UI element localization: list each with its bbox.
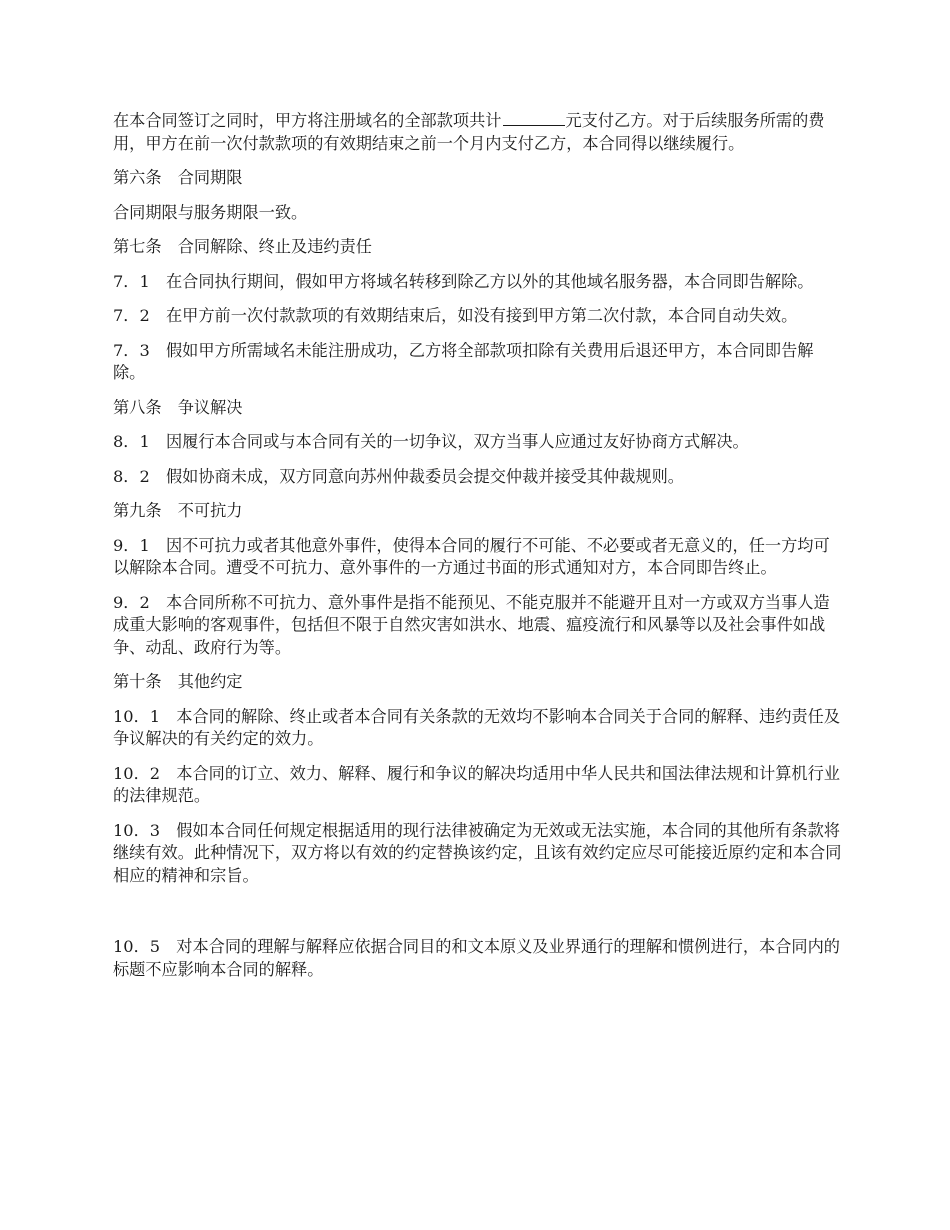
article-7-heading: 第七条 合同解除、终止及违约责任 [113,237,372,256]
blank-gap [113,899,845,936]
payment-clause-text-before: 在本合同签订之同时，甲方将注册域名的全部款项共计 [113,111,502,130]
article-6-text: 合同期限与服务期限一致。 [113,202,308,222]
clause-9-2: 9．2 本合同所称不可抗力、意外事件是指不能预见、不能克服并不能避开且对一方或双方当事人造成重大影响的客观事件，包括但不限于自然灾害如洪水、地震、瘟疫流行和风暴等以及社会事件如战争、动乱、政府行为等。 [113,592,830,657]
clause-8-1: 8．1 因履行本合同或与本合同有关的一切争议，双方当事人应通过友好协商方式解决。 [113,432,749,451]
payment-clause-text-after: 元支付乙方。对于后续服务所需的费用，甲方在前一次付款款项的有效期结束之前一个月内支付乙方，本合同得以继续履行。 [113,111,825,153]
clause-10-3: 10．3 假如本合同任何规定根据适用的现行法律被确定为无效或无法实施，本合同的其他所有条款将继续有效。此种情况下，双方将以有效的约定替换该约定，且该有效约定应尽可能接近原约定和本合同相应的精神和宗旨。 [113,820,842,885]
clause-7-2: 7．2 在甲方前一次付款款项的有效期结束后，如没有接到甲方第二次付款，本合同自动失效。 [113,306,798,325]
clause-7-1: 7．1 在合同执行期间，假如甲方将域名转移到除乙方以外的其他域名服务器，本合同即告解除。 [113,271,814,291]
payment-clause-paragraph [113,110,845,155]
amount-blank-line [503,110,565,126]
clause-10-2: 10．2 本合同的订立、效力、解释、履行和争议的解决均适用中华人民共和国法律法规和计算机行业的法律规范。 [113,763,840,805]
article-6-heading: 第六条 合同期限 [113,168,243,187]
clause-10-1: 10．1 本合同的解除、终止或者本合同有关条款的无效均不影响本合同关于合同的解释、违约责任及争议解决的有关约定的效力。 [113,706,840,748]
article-9-heading: 第九条 不可抗力 [113,501,243,520]
article-10-heading: 第十条 其他约定 [113,672,243,691]
clause-9-1: 9．1 因不可抗力或者其他意外事件，使得本合同的履行不可能、不必要或者无意义的，任一方均可以解除本合同。遭受不可抗力、意外事件的一方通过书面的形式通知对方，本合同即告终止。 [113,535,830,577]
clause-10-5: 10．5 对本合同的理解与解释应依据合同目的和文本原义及业界通行的理解和惯例进行，本合同内的标题不应影响本合同的解释。 [113,937,840,979]
clause-8-2: 8．2 假如协商未成，双方同意向苏州仲裁委员会提交仲裁并接受其仲裁规则。 [113,466,684,486]
article-8-heading: 第八条 争议解决 [113,397,243,417]
clause-7-3: 7．3 假如甲方所需域名未能注册成功，乙方将全部款项扣除有关费用后退还甲方，本合同即告解除。 [113,340,814,382]
document-body [113,110,845,993]
